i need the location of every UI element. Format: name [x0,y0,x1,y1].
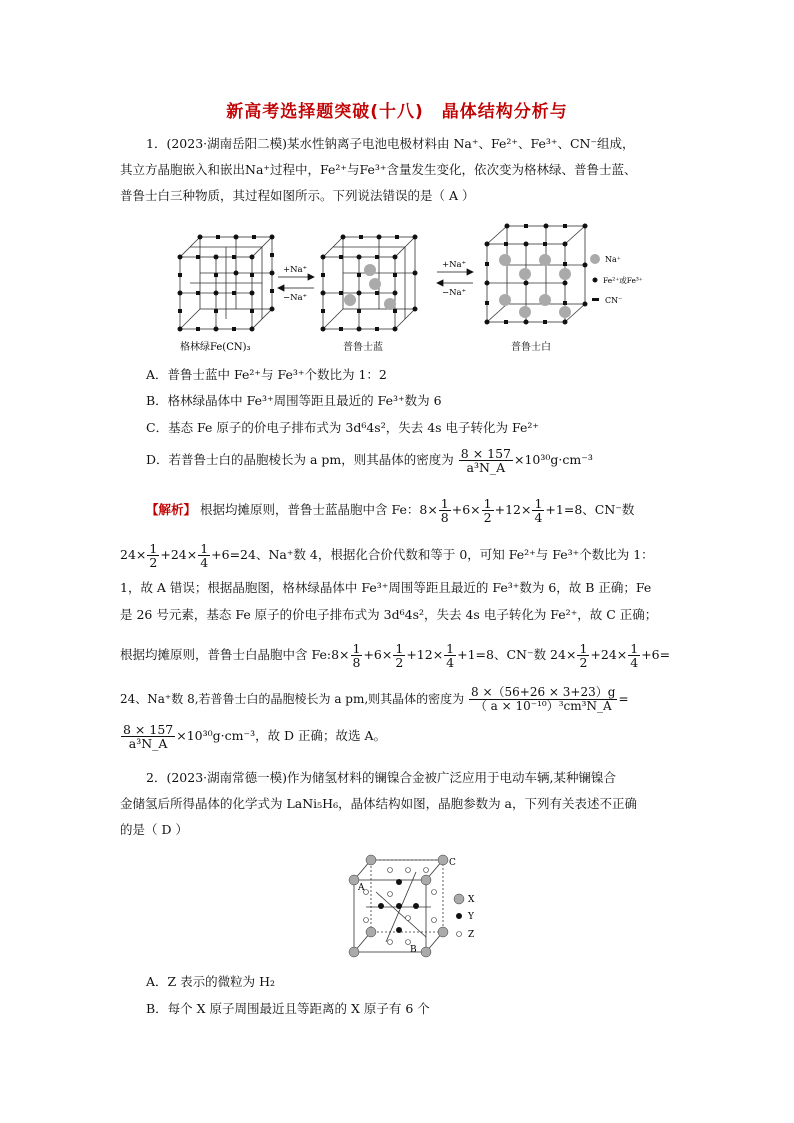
fraction [351,642,363,669]
green-cube-diagram [180,237,272,329]
fraction [577,642,589,669]
arrow-pair-1 [278,274,314,291]
analysis-text: +6× [363,647,393,662]
frac-num: 1 [483,496,492,511]
analysis-text: +24× [160,547,198,562]
label-a: A [358,883,365,893]
frac-num: 1 [200,541,209,556]
fraction [482,497,494,524]
frac-den: 2 [395,655,404,670]
analysis-label: 【解析】 [146,502,197,517]
frac-den: （ a × 10⁻¹⁰）³cm³N_A [474,699,612,713]
q1-stem-line-2: 其立方晶胞嵌入和嵌出Na⁺过程中，Fe²⁺与Fe³⁺含量发生变化，依次变为格林绿、普鲁士蓝、 [120,162,637,177]
q1-option-b: B．格林绿晶体中 Fe³⁺周围等距且最近的 Fe³⁺数为 6 [146,393,442,408]
q1-option-a: A．普鲁士蓝中 Fe²⁺与 Fe³⁺个数比为 1：2 [146,367,387,382]
fraction [147,542,159,569]
q1-crystal-figure [175,222,643,362]
frac-den: 8 [440,510,449,525]
frac-den: 2 [579,655,588,670]
q1-option-d [146,447,706,474]
analysis-line-7 [120,723,680,750]
q2-option-b: B．每个 X 原子周围最近且等距离的 X 原子有 6 个 [146,1001,430,1016]
analysis-text: +24× [590,647,628,662]
analysis-text: +6=24、Na⁺数 4，根据化合价代数和等于 0，可知 Fe²⁺与 Fe³⁺个数比为 1： [211,547,654,562]
frac-num: 1 [579,641,588,656]
analysis-line-5 [120,642,680,669]
frac-num: 1 [446,641,455,656]
density-fraction [469,686,617,713]
legend-y-label: Y [468,912,474,922]
arrow2-top-label: +Na⁺ [442,260,467,270]
frac-num: 1 [395,641,404,656]
analysis-line-1 [146,497,706,524]
frac-num: 1 [352,641,361,656]
analysis-text: +6× [451,502,481,517]
frac-den: 8 [352,655,361,670]
q2-option-a: A．Z 表示的微粒为 H₂ [146,974,276,989]
label-b: B [410,945,417,955]
arrow2-bottom-label: −Na⁺ [442,288,467,298]
analysis-text: 24、Na⁺数 8,若普鲁士白的晶胞棱长为 a pm,则其晶体的密度为 [120,692,465,706]
label-white: 普鲁士白 [511,342,551,353]
analysis-text: +1=8、CN⁻数 [545,502,635,517]
analysis-text: = [618,692,629,706]
density-fraction-2 [121,723,175,750]
q1-option-d-num: 8 × 157 [460,446,511,461]
q1-stem-line-3: 普鲁士白三种物质，其过程如图所示。下列说法错误的是（ A ） [120,188,475,203]
legend-na-marker [590,254,600,264]
arrow1-top-label: +Na⁺ [283,265,308,275]
legend-y-marker [456,913,462,919]
legend-x-label: X [468,895,475,905]
analysis-line-2 [120,542,680,569]
frac-den: 4 [630,655,639,670]
frac-num: 1 [630,641,639,656]
label-c: C [449,858,456,868]
analysis-line-4: 是 26 号元素，基态 Fe 原子的价电子排布式为 3d⁶4s²，失去 4s 电子转化为 Fe²⁺，故 C 正确； [120,607,658,622]
q2-stem-line-1: 2．(2023·湖南常德一模)作为储氢材料的镧镍合金被广泛应用于电动车辆,某种镧镍合 [146,770,616,785]
fraction [439,497,451,524]
fraction [198,542,210,569]
frac-den: a³N_A [128,736,168,751]
analysis-line-3: 1，故 A 错误；根据晶胞图，格林绿晶体中 Fe³⁺周围等距且最近的 Fe³⁺数为 6，故 B 正确；Fe [120,580,652,595]
legend-z-label: Z [468,930,475,940]
frac-den: 4 [200,555,209,570]
frac-num: 1 [534,496,543,511]
fraction [393,642,405,669]
fraction [532,497,544,524]
frac-den: 4 [534,510,543,525]
frac-num: 1 [440,496,449,511]
analysis-text: 根据均摊原则，普鲁士蓝晶胞中含 Fe：8× [200,502,438,517]
q1-option-d-text: D．若普鲁士白的晶胞棱长为 a pm，则其晶体的密度为 [146,452,454,467]
q2-stem-line-2: 金储氢后所得晶体的化学式为 LaNi₅H₆，晶体结构如图，晶胞参数为 a，下列有关表述不正确 [120,796,638,811]
frac-den: 2 [483,510,492,525]
label-blue: 普鲁士蓝 [343,342,383,353]
frac-den: 2 [149,555,158,570]
q1-option-c: C．基态 Fe 原子的价电子排布式为 3d⁶4s²，失去 4s 电子转化为 Fe²⁺ [146,420,540,435]
legend-fe-label: Fe²⁺或Fe³⁺ [603,276,643,285]
fraction [628,642,640,669]
frac-num: 1 [149,541,158,556]
legend-cn-label: CN⁻ [605,296,623,305]
page-title: 新高考选择题突破(十八) 晶体结构分析与 [226,102,568,122]
q1-stem-line-1: 1．(2023·湖南岳阳二模)某水性钠离子电池电极材料由 Na⁺、Fe²⁺、Fe³⁺、CN⁻组成， [146,136,635,151]
q2-crystal-figure [346,852,486,962]
label-green: 格林绿Fe(CN)₃ [180,342,251,353]
analysis-line-6 [120,686,680,713]
blue-cube-diagram [323,237,415,329]
q1-option-d-den: a³N_A [466,460,506,475]
analysis-text: 根据均摊原则，普鲁士白晶胞中含 Fe:8× [120,647,350,662]
legend-cn-marker [592,298,599,301]
legend-fe-marker [593,278,598,283]
arrow1-bottom-label: −Na⁺ [283,293,308,303]
legend-z-marker [457,932,462,937]
analysis-text: ×10³⁰g·cm⁻³，故 D 正确；故选 A。 [176,728,387,743]
analysis-text: +6= [641,647,671,662]
q1-option-d-fraction [459,447,513,474]
analysis-text: +12× [406,647,444,662]
arrow-pair-2 [437,269,473,286]
analysis-text: +1=8、CN⁻数 24× [457,647,577,662]
frac-den: 4 [446,655,455,670]
legend-na-label: Na⁺ [605,255,621,264]
frac-num: 8 ×（56+26 × 3+23）g [471,685,616,699]
q1-option-d-post: ×10³⁰g·cm⁻³ [514,452,593,467]
analysis-text: +12× [494,502,532,517]
legend-x-marker [454,894,464,904]
analysis-text: 24× [120,547,147,562]
frac-num: 8 × 157 [123,722,174,737]
figure-legend [590,254,600,301]
q2-stem-line-3: 的是（ D ） [120,822,188,837]
fraction [444,642,456,669]
